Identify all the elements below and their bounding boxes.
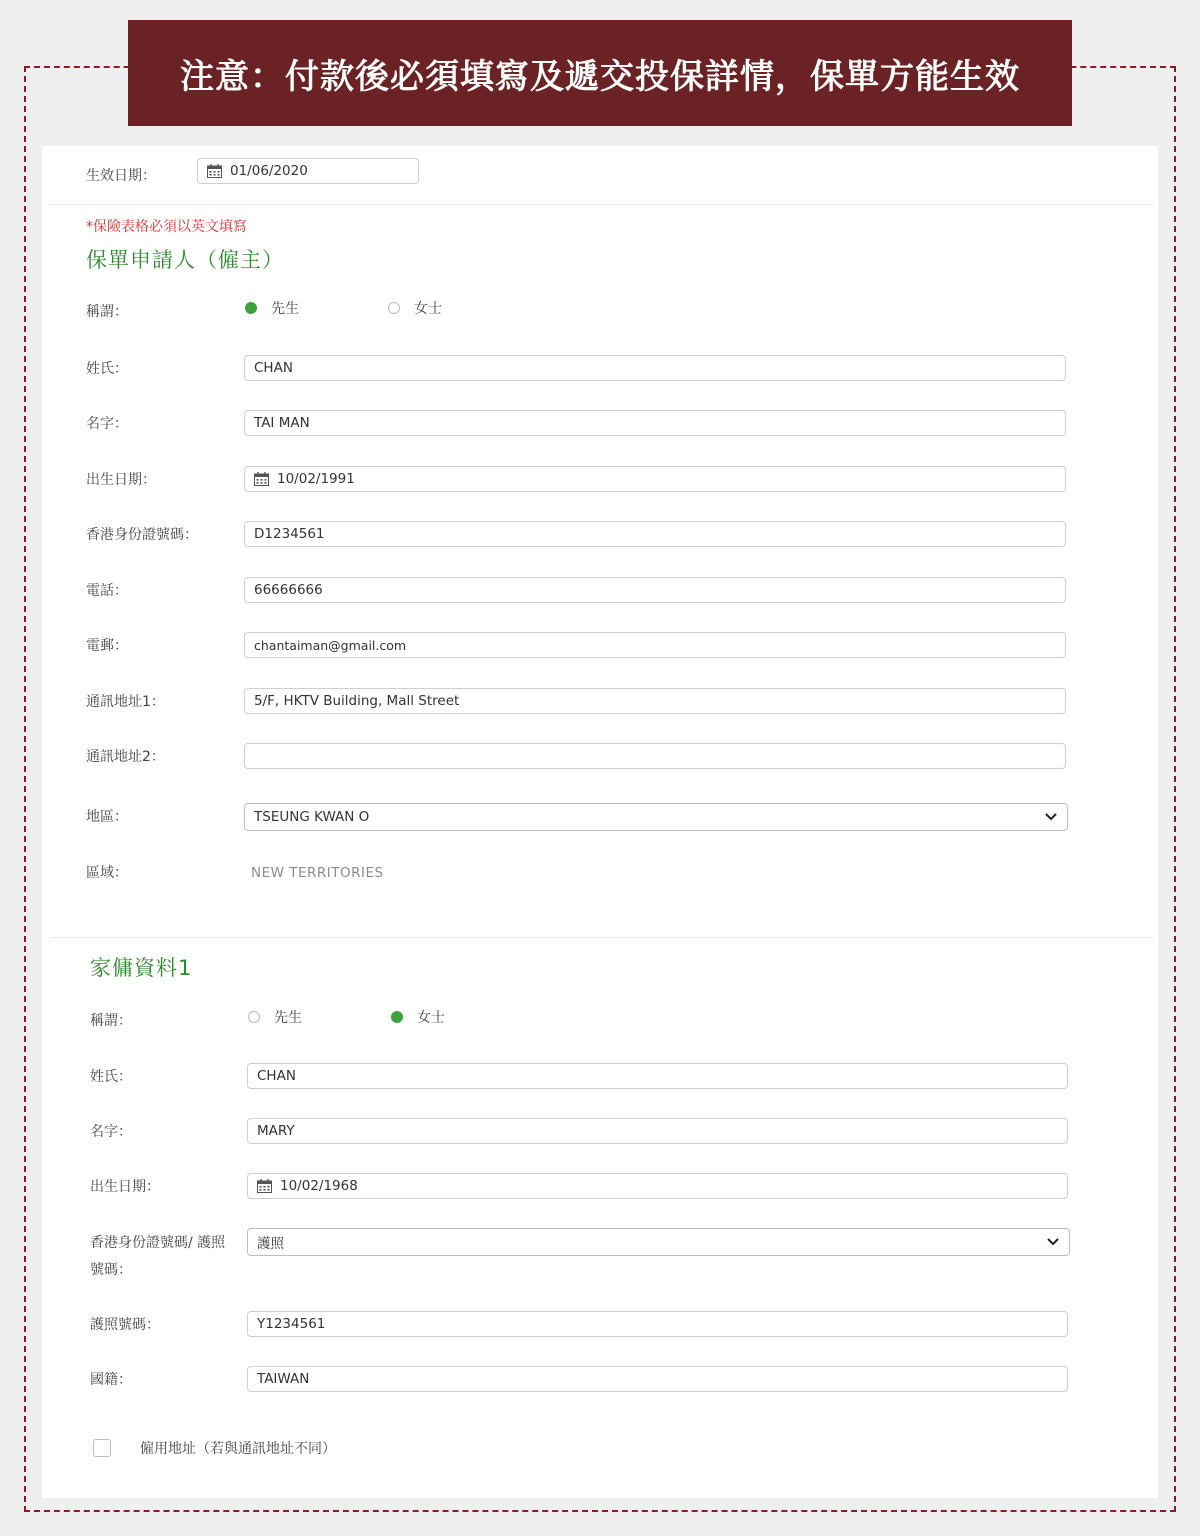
radio-selected[interactable] bbox=[245, 302, 257, 314]
helper-surname-value: CHAN bbox=[257, 1068, 296, 1084]
helper-nationality-label: 國籍： bbox=[90, 1372, 132, 1388]
applicant-dob-label: 出生日期： bbox=[86, 472, 156, 488]
applicant-hkid-value: D1234561 bbox=[254, 526, 325, 542]
helper-salutation-ms[interactable] bbox=[391, 1004, 445, 1030]
helper-passport-row bbox=[90, 1311, 160, 1337]
helper-dob-input[interactable] bbox=[247, 1173, 1068, 1199]
applicant-email-row bbox=[86, 632, 128, 658]
applicant-address2-label: 通訊地址2： bbox=[86, 749, 165, 765]
calendar-icon bbox=[254, 472, 269, 486]
applicant-address2-row bbox=[86, 743, 165, 769]
applicant-phone-row bbox=[86, 577, 128, 603]
effective-date-value: 01/06/2020 bbox=[230, 163, 308, 179]
applicant-phone-value: 66666666 bbox=[254, 582, 323, 598]
helper-given-name-value: MARY bbox=[257, 1123, 295, 1139]
helper-passport-label: 護照號碼： bbox=[90, 1317, 160, 1333]
radio-label-ms: 女士 bbox=[417, 1010, 445, 1026]
helper-salutation-label: 稱謂： bbox=[90, 1013, 132, 1029]
applicant-address2-input[interactable] bbox=[244, 743, 1066, 769]
chevron-down-icon bbox=[1045, 813, 1057, 821]
applicant-email-label: 電郵： bbox=[86, 638, 128, 654]
applicant-surname-input[interactable] bbox=[244, 355, 1066, 381]
applicant-email-value: chantaiman@gmail.com bbox=[254, 637, 407, 653]
applicant-district-select[interactable] bbox=[244, 803, 1068, 831]
applicant-surname-label: 姓氏： bbox=[86, 361, 128, 377]
helper-nationality-value: TAIWAN bbox=[257, 1371, 310, 1387]
helper-dob-value: 10/02/1968 bbox=[280, 1178, 358, 1194]
helper-surname-label: 姓氏： bbox=[90, 1069, 132, 1085]
notice-banner-text: 注意：付款後必須填寫及遞交投保詳情，保單方能生效 bbox=[180, 56, 1020, 97]
applicant-district-label: 地區： bbox=[86, 809, 128, 825]
chevron-down-icon bbox=[1047, 1238, 1059, 1246]
radio-unselected[interactable] bbox=[388, 302, 400, 314]
applicant-salutation-row bbox=[86, 298, 128, 324]
helper-id-type-label-line1: 香港身份證號碼/ 護照 bbox=[90, 1235, 226, 1251]
radio-unselected[interactable] bbox=[248, 1011, 260, 1023]
applicant-dob-row bbox=[86, 466, 156, 492]
alt-address-row bbox=[140, 1435, 336, 1461]
applicant-hkid-row bbox=[86, 521, 198, 547]
helper-dob-label: 出生日期： bbox=[90, 1179, 160, 1195]
calendar-icon bbox=[257, 1179, 272, 1193]
radio-label-ms: 女士 bbox=[414, 301, 442, 317]
effective-date-label: 生效日期： bbox=[86, 168, 156, 184]
applicant-phone-input[interactable] bbox=[244, 577, 1066, 603]
helper-dob-row bbox=[90, 1173, 160, 1199]
helper-id-type-label-line2: 號碼： bbox=[90, 1262, 132, 1278]
helper-id-type-select[interactable] bbox=[247, 1228, 1070, 1256]
effective-date-field[interactable] bbox=[197, 158, 419, 184]
helper-given-name-label: 名字： bbox=[90, 1124, 132, 1140]
effective-date-row bbox=[86, 162, 156, 188]
applicant-region-row bbox=[86, 859, 128, 885]
applicant-given-name-input[interactable] bbox=[244, 410, 1066, 436]
applicant-address1-label: 通訊地址1： bbox=[86, 694, 165, 710]
helper-id-type-value: 護照 bbox=[257, 1236, 284, 1252]
divider bbox=[50, 937, 1154, 938]
helper-id-type-label bbox=[90, 1230, 240, 1284]
helper-nationality-row bbox=[90, 1366, 132, 1392]
applicant-district-value: TSEUNG KWAN O bbox=[254, 809, 370, 825]
english-required-note: *保險表格必須以英文填寫 bbox=[86, 219, 247, 235]
alt-address-checkbox[interactable] bbox=[93, 1439, 111, 1457]
radio-selected[interactable] bbox=[391, 1011, 403, 1023]
applicant-hkid-label: 香港身份證號碼： bbox=[86, 527, 198, 543]
helper-surname-input[interactable] bbox=[247, 1063, 1068, 1089]
applicant-surname-row bbox=[86, 355, 128, 381]
form-panel bbox=[42, 146, 1158, 1498]
helper-passport-value: Y1234561 bbox=[257, 1316, 326, 1332]
applicant-address1-input[interactable] bbox=[244, 688, 1066, 714]
radio-label-mr: 先生 bbox=[274, 1010, 302, 1026]
applicant-given-name-label: 名字： bbox=[86, 416, 128, 432]
applicant-salutation-ms[interactable] bbox=[388, 295, 442, 321]
applicant-dob-value: 10/02/1991 bbox=[277, 471, 355, 487]
applicant-salutation-label: 稱謂： bbox=[86, 304, 128, 320]
radio-label-mr: 先生 bbox=[271, 301, 299, 317]
helper-given-name-row bbox=[90, 1118, 132, 1144]
applicant-salutation-mr[interactable] bbox=[245, 295, 299, 321]
applicant-surname-value: CHAN bbox=[254, 360, 293, 376]
helper-salutation-row bbox=[90, 1007, 132, 1033]
helper-surname-row bbox=[90, 1063, 132, 1089]
helper-passport-input[interactable] bbox=[247, 1311, 1068, 1337]
notice-banner bbox=[128, 20, 1072, 126]
helper-salutation-mr[interactable] bbox=[248, 1004, 302, 1030]
applicant-hkid-input[interactable] bbox=[244, 521, 1066, 547]
alt-address-label: 僱用地址（若與通訊地址不同） bbox=[140, 1441, 336, 1457]
applicant-given-name-row bbox=[86, 410, 128, 436]
applicant-given-name-value: TAI MAN bbox=[254, 415, 310, 431]
applicant-region-value: NEW TERRITORIES bbox=[251, 865, 384, 881]
applicant-section-title: 保單申請人（僱主） bbox=[86, 248, 284, 272]
applicant-address1-value: 5/F, HKTV Building, Mall Street bbox=[254, 693, 460, 709]
applicant-region-label: 區域： bbox=[86, 865, 128, 881]
helper-nationality-input[interactable] bbox=[247, 1366, 1068, 1392]
helper-section-title: 家傭資料1 bbox=[90, 956, 193, 980]
applicant-district-row bbox=[86, 803, 128, 829]
helper-given-name-input[interactable] bbox=[247, 1118, 1068, 1144]
applicant-dob-input[interactable] bbox=[244, 466, 1066, 492]
divider bbox=[48, 204, 1154, 205]
applicant-address1-row bbox=[86, 688, 165, 714]
applicant-phone-label: 電話： bbox=[86, 583, 128, 599]
calendar-icon bbox=[207, 164, 222, 178]
applicant-email-input[interactable] bbox=[244, 632, 1066, 658]
